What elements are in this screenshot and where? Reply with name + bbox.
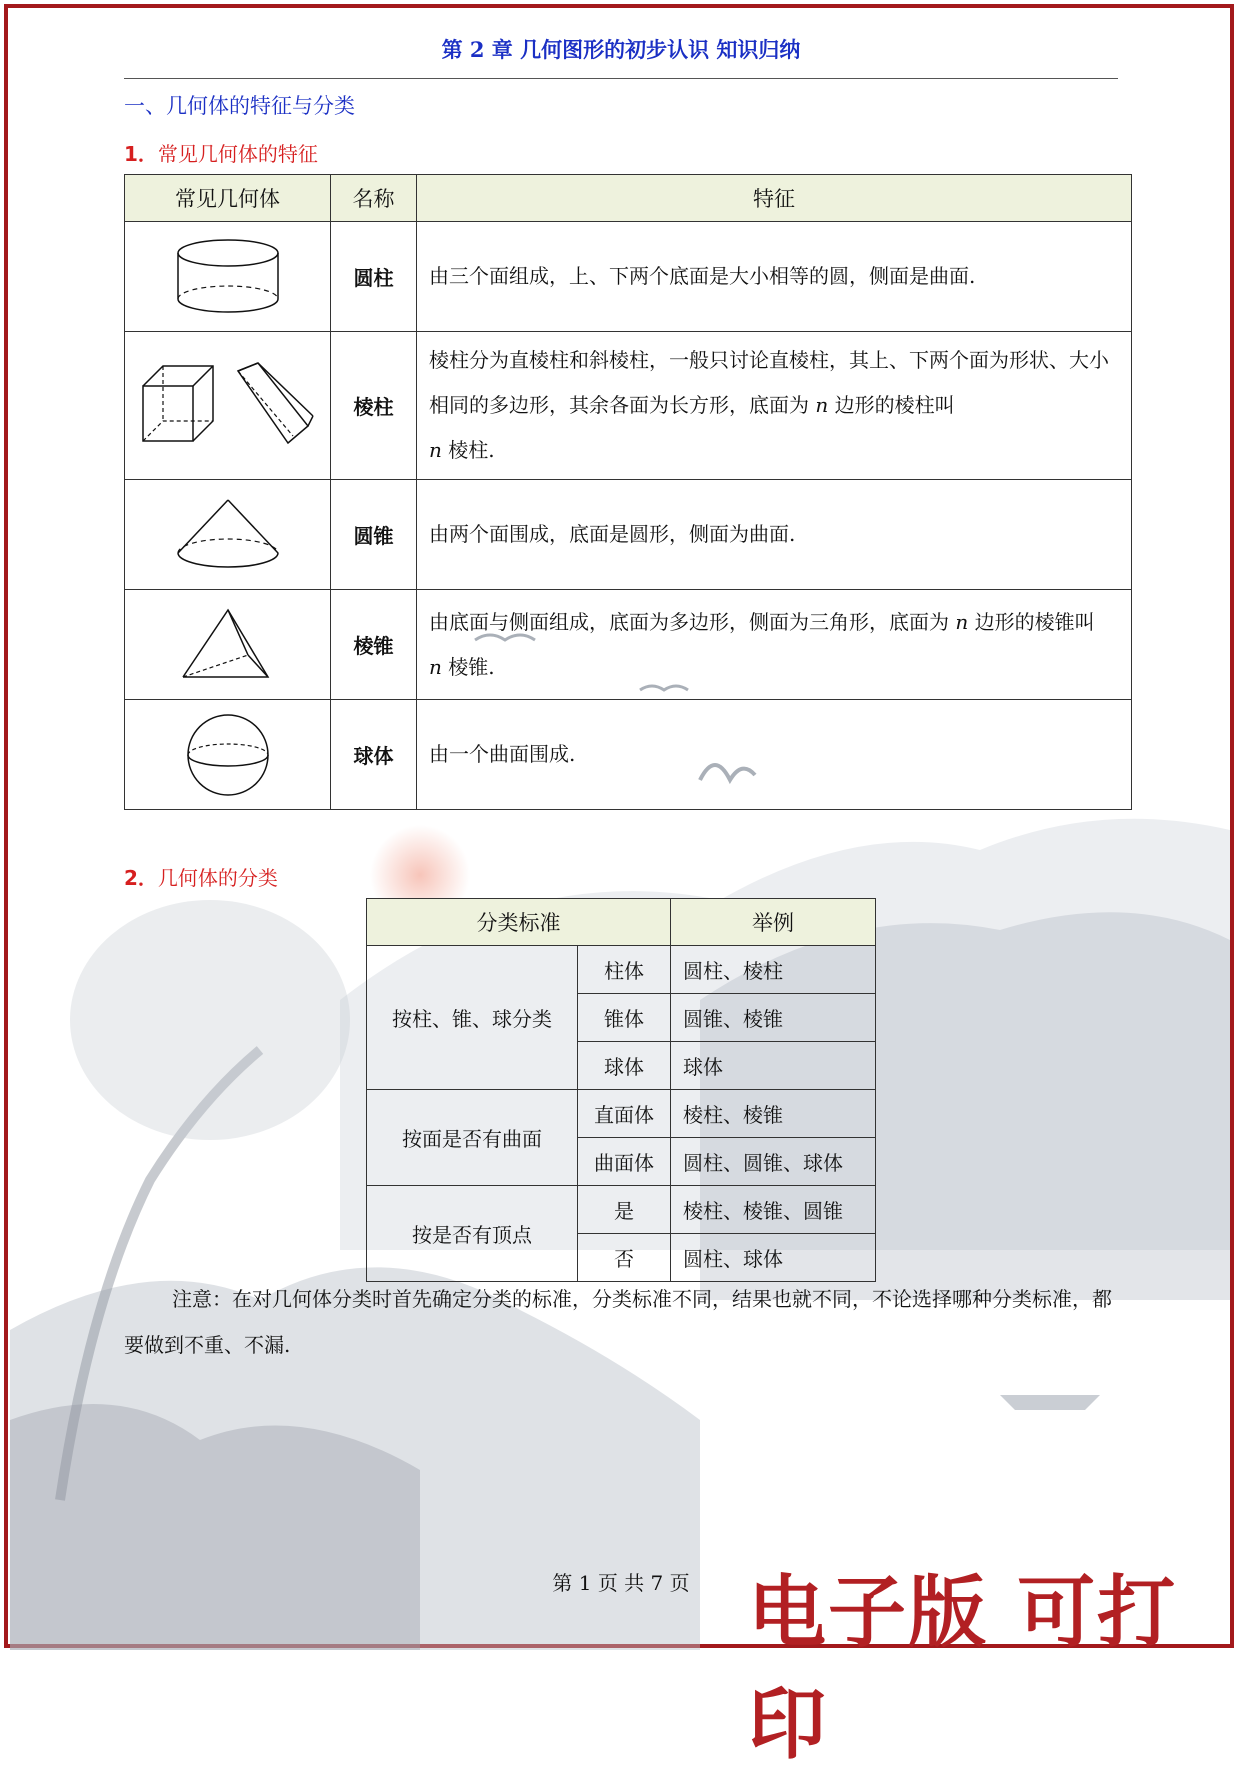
type-cell: 直面体 bbox=[578, 1090, 671, 1138]
subsection-heading-1 bbox=[124, 138, 318, 167]
figure-cell bbox=[125, 590, 331, 700]
example-cell: 棱柱、棱锥 bbox=[671, 1090, 876, 1138]
printable-watermark: 电子版 可打印 bbox=[748, 1568, 1178, 1770]
feature-text: 由底面与侧面组成，底面为多边形，侧面为三角形，底面为 n 边形的棱锥叫 n 棱锥. bbox=[417, 590, 1132, 700]
type-cell: 球体 bbox=[578, 1042, 671, 1090]
type-cell: 曲面体 bbox=[578, 1138, 671, 1186]
figure-cell bbox=[125, 332, 331, 480]
header-cell: 特征 bbox=[417, 175, 1132, 222]
table-row bbox=[367, 1090, 876, 1138]
solid-name: 圆柱 bbox=[331, 222, 417, 332]
table-row bbox=[125, 332, 1132, 480]
type-cell: 否 bbox=[578, 1234, 671, 1282]
criterion-cell: 按面是否有曲面 bbox=[367, 1090, 578, 1186]
solid-name: 棱锥 bbox=[331, 590, 417, 700]
cylinder-icon bbox=[173, 237, 283, 317]
classification-table bbox=[366, 898, 876, 1282]
type-cell: 柱体 bbox=[578, 946, 671, 994]
subsection-title: 常见几何体的特征 bbox=[157, 142, 318, 166]
type-cell: 锥体 bbox=[578, 994, 671, 1042]
type-cell: 是 bbox=[578, 1186, 671, 1234]
example-cell: 圆锥、棱锥 bbox=[671, 994, 876, 1042]
table-row bbox=[367, 1186, 876, 1234]
subsection-number: 2． bbox=[124, 866, 158, 890]
section-heading: 一、几何体的特征与分类 bbox=[124, 94, 355, 118]
feature-text: 由两个面围成，底面是圆形，侧面为曲面. bbox=[417, 480, 1132, 590]
table-row bbox=[125, 480, 1132, 590]
solid-name: 圆锥 bbox=[331, 480, 417, 590]
title-divider bbox=[124, 78, 1118, 79]
table-row bbox=[125, 222, 1132, 332]
solids-features-table bbox=[124, 174, 1132, 810]
pyramid-icon bbox=[178, 605, 278, 685]
table-row bbox=[125, 590, 1132, 700]
example-cell: 棱柱、棱锥、圆锥 bbox=[671, 1186, 876, 1234]
document-title: 第 2 章 几何图形的初步认识 知识归纳 bbox=[441, 37, 801, 62]
header-cell: 名称 bbox=[331, 175, 417, 222]
header-cell: 举例 bbox=[671, 899, 876, 946]
table-row bbox=[125, 700, 1132, 810]
solid-name: 球体 bbox=[331, 700, 417, 810]
example-cell: 球体 bbox=[671, 1042, 876, 1090]
sphere-icon bbox=[183, 710, 273, 800]
subsection-title: 几何体的分类 bbox=[157, 866, 278, 890]
table-header-row bbox=[367, 899, 876, 946]
subsection-heading-2 bbox=[124, 862, 278, 891]
prism-icon bbox=[138, 361, 318, 451]
example-cell: 圆柱、球体 bbox=[671, 1234, 876, 1282]
subsection-number: 1． bbox=[124, 142, 158, 166]
page-number: 第 1 页 共 7 页 bbox=[552, 1571, 690, 1595]
cone-icon bbox=[173, 495, 283, 575]
figure-cell bbox=[125, 480, 331, 590]
example-cell: 圆柱、圆锥、球体 bbox=[671, 1138, 876, 1186]
feature-text: 由三个面组成，上、下两个底面是大小相等的圆，侧面是曲面. bbox=[417, 222, 1132, 332]
feature-text: 由一个曲面围成. bbox=[417, 700, 1132, 810]
table-row bbox=[367, 946, 876, 994]
criterion-cell: 按柱、锥、球分类 bbox=[367, 946, 578, 1090]
solid-name: 棱柱 bbox=[331, 332, 417, 480]
figure-cell bbox=[125, 222, 331, 332]
figure-cell bbox=[125, 700, 331, 810]
header-cell: 常见几何体 bbox=[125, 175, 331, 222]
note-paragraph: 注意：在对几何体分类时首先确定分类的标准，分类标准不同，结果也就不同，不论选择哪种分类标准，都要做到不重、不漏. bbox=[124, 1287, 1112, 1357]
header-cell: 分类标准 bbox=[367, 899, 671, 946]
example-cell: 圆柱、棱柱 bbox=[671, 946, 876, 994]
table-header-row bbox=[125, 175, 1132, 222]
criterion-cell: 按是否有顶点 bbox=[367, 1186, 578, 1282]
feature-text: 棱柱分为直棱柱和斜棱柱，一般只讨论直棱柱，其上、下两个面为形状、大小相同的多边形，其余各面为长方形，底面为 n 边形的棱柱叫 n 棱柱. bbox=[417, 332, 1132, 480]
